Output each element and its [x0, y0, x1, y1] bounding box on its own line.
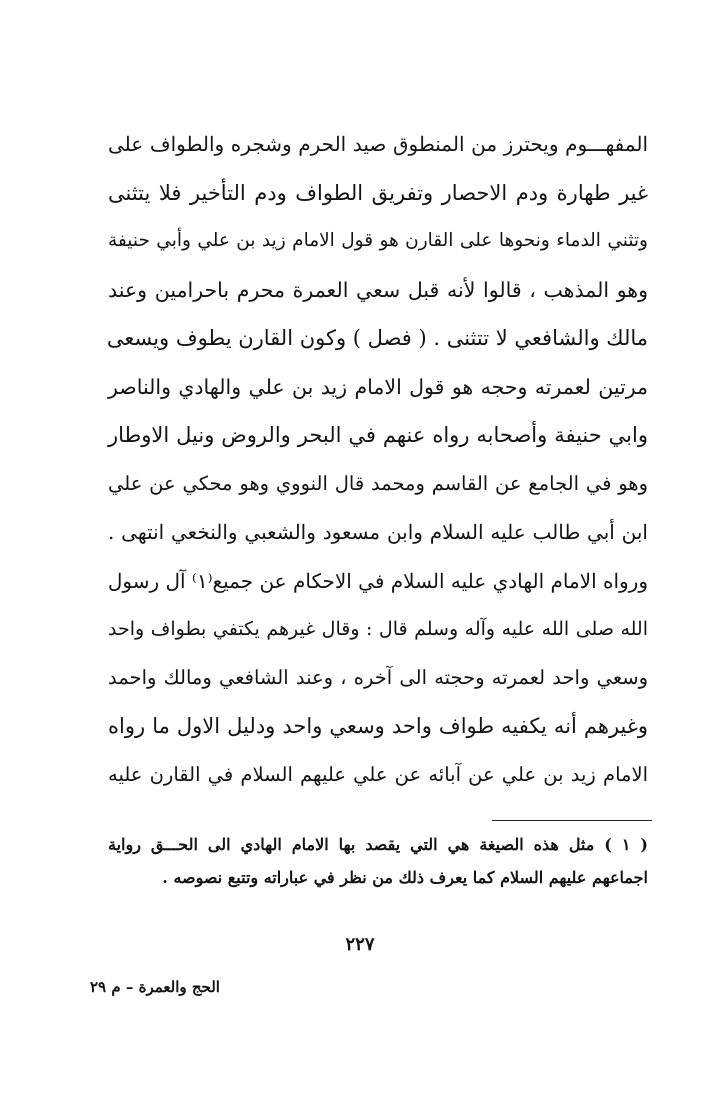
body-line: وتثني الدماء ونحوها على القارن هو قول الامام زيد بن علي وأبي حنيفة — [108, 230, 648, 251]
body-line: وابي حنيفة وأصحابه رواه عنهم في البحر والروض ونيل الاوطار — [108, 423, 648, 447]
body-line: الله صلى الله عليه وآله وسلم قال : وقال غيرهم يكتفي بطواف واحد — [108, 618, 648, 640]
body-line: المفهـــوم ويحترز من المنطوق صيد الحرم وشجره والطواف على — [108, 132, 648, 156]
body-line: ورواه الامام الهادي عليه السلام في الاحكام عن جميع⁽١⁾ آل رسول — [107, 568, 648, 593]
page-number: ٢٢٧ — [345, 934, 375, 955]
footnote-line: ( ١ ) مثل هذه الصيغة هي التي يقصد بها الامام الهادي الى الحـــق رواية — [108, 835, 648, 854]
body-line: وهو في الجامع عن القاسم ومحمد قال النووي وهو محكي عن علي — [108, 471, 648, 495]
footnotes — [108, 828, 648, 894]
body-line: غير طهارة ودم الاحصار وتفريق الطواف ودم التأخير فلا يتثنى — [108, 180, 648, 205]
body-line: مرتين لعمرته وحجه هو قول الامام زيد بن علي والهادي والناصر — [108, 374, 648, 399]
body-line: الامام زيد بن علي عن آبائه عن علي عليهم السلام في القارن عليه — [108, 762, 648, 786]
signature-mark: الحج والعمرة – م ٢٩ — [90, 978, 220, 996]
body-text — [108, 120, 648, 799]
body-line: وغيرهم أنه يكفيه طواف واحد وسعي واحد ودليل الاول ما رواه — [108, 714, 648, 738]
body-line: ابن أبي طالب عليه السلام وابن مسعود والشعبي والنخعي انتهى . — [108, 520, 648, 544]
body-line: مالك والشافعي لا تتثنى . ( فصل ) وكون القارن يطوف ويسعى — [106, 326, 648, 350]
body-line: وهو المذهب ، قالوا لأنه قبل سعي العمرة محرم باحرامين وعند — [108, 277, 648, 302]
body-line: وسعي واحد لعمرته وحجته الى آخره ، وعند الشافعي ومالك واحمد — [108, 665, 648, 689]
footnote-line: اجماعهم عليهم السلام كما يعرف ذلك من نظر في عباراته وتتبع نصوصه . — [162, 868, 648, 887]
footnote-separator — [492, 820, 652, 821]
